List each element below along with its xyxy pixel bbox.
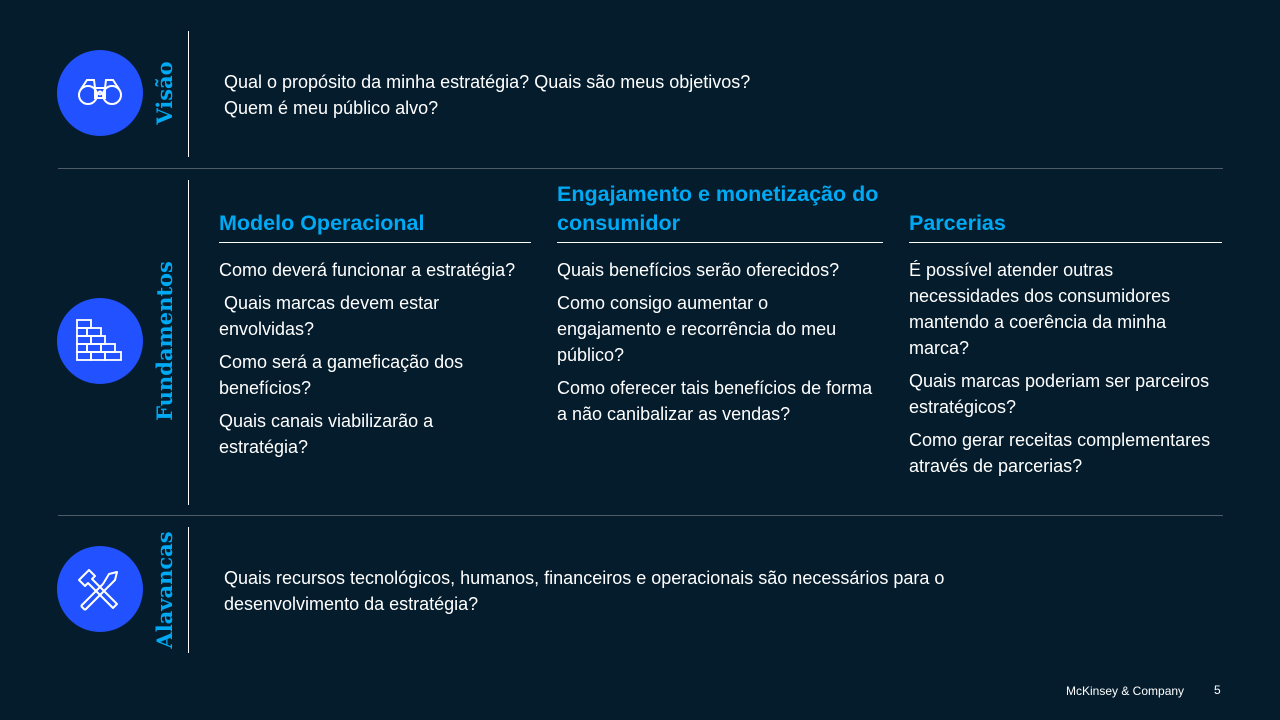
visao-circle xyxy=(57,50,143,136)
section-separator-2 xyxy=(58,515,1223,516)
column-rule-1 xyxy=(219,242,531,243)
list-item: Como gerar receitas complementares através de parcerias? xyxy=(909,430,1216,476)
list-item: Quais benefícios serão oferecidos? xyxy=(557,260,840,280)
list-item: Quais marcas poderiam ser parceiros estratégicos? xyxy=(909,371,1215,417)
alavancas-text xyxy=(224,565,1224,617)
column-rule-3 xyxy=(909,242,1222,243)
column-rule-2 xyxy=(557,242,883,243)
list-item: Quais canais viabilizarão a estratégia? xyxy=(219,411,439,457)
section-label-fundamentos: Fundamentos xyxy=(152,261,177,421)
fundamentos-circle xyxy=(57,298,143,384)
section-label-alavancas: Alavancas xyxy=(152,531,177,649)
fundamentos-divider xyxy=(188,180,189,505)
visao-text xyxy=(224,69,1124,121)
column-title-engajamento: Engajamento e monetização do consumidor xyxy=(557,182,879,235)
column-title-modelo-operacional: Modelo Operacional xyxy=(219,211,425,235)
list-item: Como deverá funcionar a estratégia? xyxy=(219,260,516,280)
alavancas-line-1: Quais recursos tecnológicos, humanos, financeiros e operacionais são necessários para o xyxy=(224,568,945,588)
brick-wall-icon xyxy=(73,314,127,368)
section-label-visao: Visão xyxy=(152,61,177,125)
list-item: Quais marcas devem estar envolvidas? xyxy=(219,293,445,339)
list-item: É possível atender outras necessidades dos consumidores mantendo a coerência da minha marca? xyxy=(909,260,1176,358)
alavancas-line-2: desenvolvimento da estratégia? xyxy=(224,594,479,614)
column-items-modelo-operacional xyxy=(219,257,519,467)
column-items-parcerias xyxy=(909,257,1219,486)
footer-brand: McKinsey & Company xyxy=(1066,684,1185,698)
list-item: Como oferecer tais benefícios de forma a não canibalizar as vendas? xyxy=(557,378,878,424)
page-number: 5 xyxy=(1214,683,1221,697)
column-title-parcerias: Parcerias xyxy=(909,211,1006,235)
alavancas-divider xyxy=(188,527,189,653)
visao-line-1: Qual o propósito da minha estratégia? Quais são meus objetivos? xyxy=(224,72,751,92)
list-item: Como consigo aumentar o engajamento e recorrência do meu público? xyxy=(557,293,842,365)
section-separator-1 xyxy=(58,168,1223,169)
column-items-engajamento xyxy=(557,257,878,434)
alavancas-circle xyxy=(57,546,143,632)
visao-divider xyxy=(188,31,189,157)
visao-line-2: Quem é meu público alvo? xyxy=(224,98,439,118)
binoculars-icon xyxy=(73,66,127,120)
list-item: Como será a gameficação dos benefícios? xyxy=(219,352,469,398)
tools-icon xyxy=(73,562,127,616)
